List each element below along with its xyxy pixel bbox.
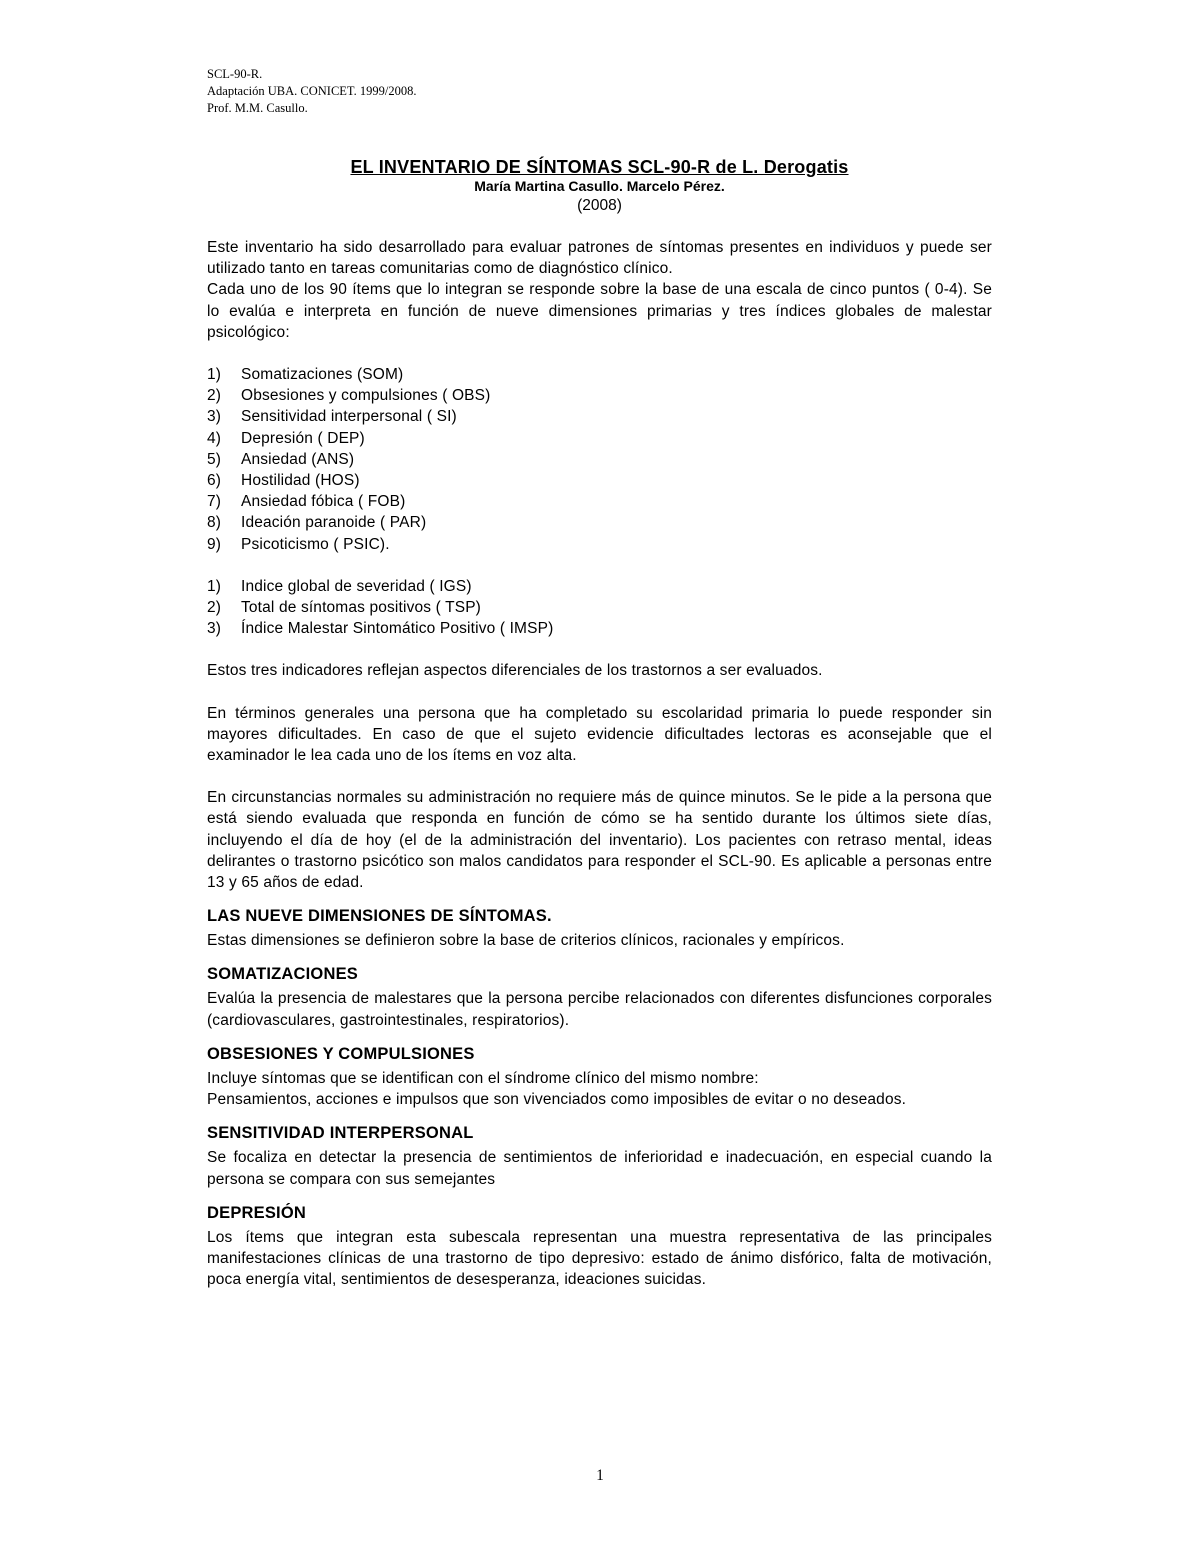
administration-paragraph: En circunstancias normales su administración no requiere más de quince minutos. Se le pide a la persona que está siendo evaluada que responda en función de cómo se ha sentido durante los últimos siete días, incluyendo el día de hoy (el de la administración del inventario). Los pacientes con retraso mental, ideas delirantes o trastorno psicótico son malos candidatos para responder el SCL-90. Es aplicable a personas entre 13 y 65 años de edad. xyxy=(207,789,992,892)
header-line: Adaptación UBA. CONICET. 1999/2008. xyxy=(207,84,417,98)
list-item: 3) Sensitividad interpersonal ( SI) xyxy=(207,408,457,426)
dimensions-list xyxy=(207,364,992,555)
section-paragraph: Estas dimensiones se definieron sobre la base de criterios clínicos, racionales y empíricos. xyxy=(207,932,845,950)
section-heading: SOMATIZACIONES xyxy=(207,965,358,984)
list-item: 1) Somatizaciones (SOM) xyxy=(207,366,404,384)
document-body xyxy=(207,156,992,1290)
list-item: 4) Depresión ( DEP) xyxy=(207,429,365,447)
section-paragraph: Incluye síntomas que se identifican con el síndrome clínico del mismo nombre: xyxy=(207,1069,759,1087)
section-paragraph: Se focaliza en detectar la presencia de sentimientos de inferioridad e inadecuación, en especial cuando la persona se compara con sus semejantes xyxy=(207,1149,992,1188)
page-number: 1 xyxy=(596,1467,604,1484)
section-paragraph: Pensamientos, acciones e impulsos que son vivenciados como imposibles de evitar o no deseados. xyxy=(207,1091,907,1109)
list-item: 3) Índice Malestar Sintomático Positivo ( IMSP) xyxy=(207,620,554,638)
list-item: 7) Ansiedad fóbica ( FOB) xyxy=(207,493,406,511)
list-item: 2) Total de síntomas positivos ( TSP) xyxy=(207,599,481,617)
document-year: (2008) xyxy=(577,197,622,214)
document-header xyxy=(207,66,416,117)
general-paragraph: En términos generales una persona que ha completado su escolaridad primaria lo puede responder sin mayores dificultades. En caso de que el sujeto evidencie dificultades lectoras es aconsejable que el examinador le lea cada uno de los ítems en voz alta. xyxy=(207,704,992,765)
intro-paragraph: Cada uno de los 90 ítems que lo integran se responde sobre la base de una escala de cinco puntos ( 0-4). Se lo evalúa e interpreta en función de nueve dimensiones primarias y tres índices globales de malestar psicológico: xyxy=(207,281,992,341)
list-item: 1) Indice global de severidad ( IGS) xyxy=(207,577,472,595)
list-item: 2) Obsesiones y compulsiones ( OBS) xyxy=(207,387,491,405)
section-heading: OBSESIONES Y COMPULSIONES xyxy=(207,1044,475,1063)
section-heading: LAS NUEVE DIMENSIONES DE SÍNTOMAS. xyxy=(207,907,552,926)
document-title: EL INVENTARIO DE SÍNTOMAS SCL-90-R de L. Derogatis xyxy=(350,157,849,177)
list-item: 6) Hostilidad (HOS) xyxy=(207,472,360,490)
header-line: SCL-90-R. xyxy=(207,67,263,81)
section-paragraph: Los ítems que integran esta subescala representan una muestra representativa de las principales manifestaciones clínicas de una trastorno de tipo depresivo: estado de ánimo disfórico, falta de motivación, poca energía vital, sentimientos de desesperanza, ideaciones suicidas. xyxy=(207,1228,992,1289)
indices-list xyxy=(207,576,992,640)
list-item: 8) Ideación paranoide ( PAR) xyxy=(207,514,427,532)
section-heading: DEPRESIÓN xyxy=(207,1203,306,1222)
header-line: Prof. M.M. Casullo. xyxy=(207,101,308,115)
section-paragraph: Evalúa la presencia de malestares que la persona percibe relacionados con diferentes disfunciones corporales (cardiovasculares, gastrointestinales, respiratorios). xyxy=(207,990,992,1029)
section-heading: SENSITIVIDAD INTERPERSONAL xyxy=(207,1124,474,1143)
document-authors: María Martina Casullo. Marcelo Pérez. xyxy=(474,178,725,194)
intro-paragraph: Este inventario ha sido desarrollado para evaluar patrones de síntomas presentes en individuos y puede ser utilizado tanto en tareas comunitarias como de diagnóstico clínico. xyxy=(207,239,992,278)
indicators-paragraph: Estos tres indicadores reflejan aspectos diferenciales de los trastornos a ser evaluados. xyxy=(207,662,823,680)
list-item: 9) Psicoticismo ( PSIC). xyxy=(207,535,390,553)
list-item: 5) Ansiedad (ANS) xyxy=(207,450,355,468)
